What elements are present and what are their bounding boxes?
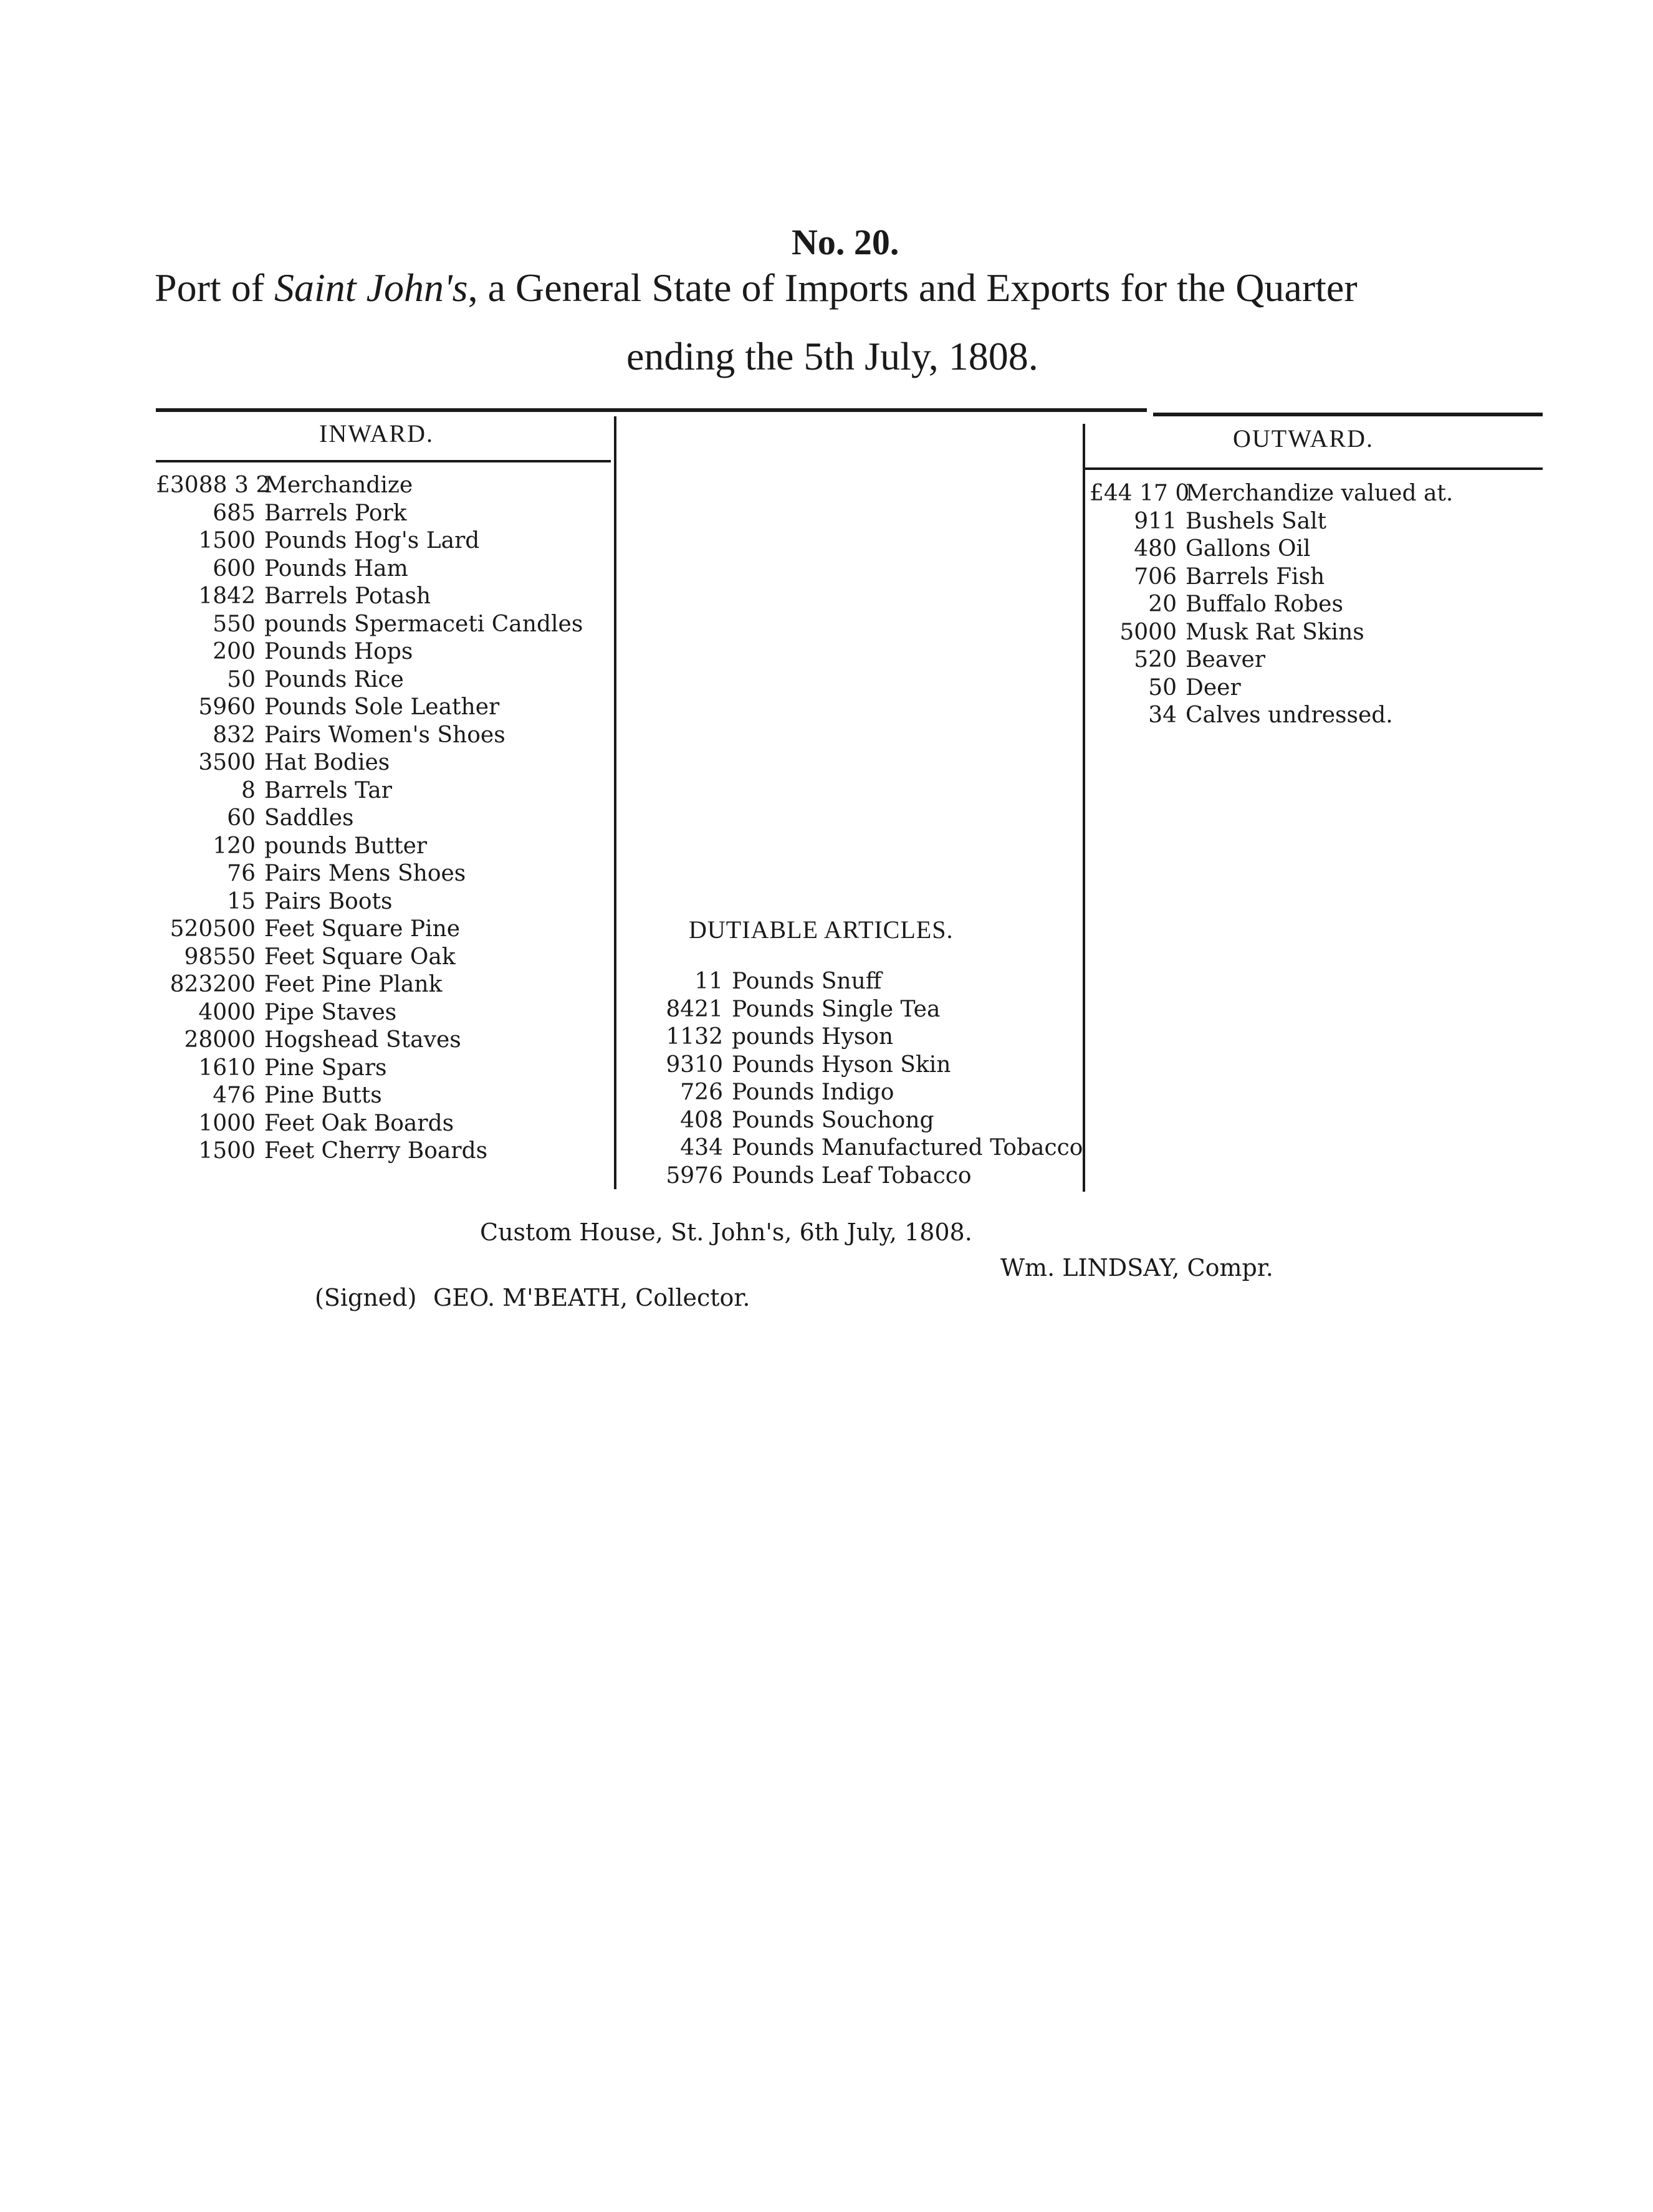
item-quantity: 1610: [198, 1055, 256, 1081]
list-item: [156, 999, 583, 1027]
top-rule-left: [156, 408, 1147, 412]
item-quantity: 60: [227, 805, 256, 831]
item-quantity: 98550: [184, 944, 256, 970]
list-item: [156, 666, 583, 694]
item-quantity: 200: [213, 639, 256, 664]
item-description: Pounds Snuff: [732, 969, 882, 994]
item-description: Pine Spars: [264, 1055, 387, 1081]
item-quantity: 5960: [198, 694, 256, 720]
document-number: No. 20.: [792, 222, 899, 262]
item-description: Feet Square Pine: [264, 916, 461, 942]
item-quantity: 34: [1148, 702, 1177, 728]
item-description: Barrels Pork: [264, 500, 407, 526]
item-description: Saddles: [264, 805, 354, 831]
item-quantity: 9310: [666, 1051, 723, 1078]
item-description: Hogshead Staves: [264, 1027, 461, 1053]
list-item: [156, 1110, 583, 1138]
item-description: Pipe Staves: [264, 999, 397, 1025]
item-quantity: £44 17 0: [1090, 481, 1190, 506]
item-description: Pounds Leaf Tobacco: [732, 1162, 972, 1189]
item-quantity: 823200: [170, 972, 256, 997]
item-description: Bushels Salt: [1186, 508, 1327, 534]
item-quantity: 3500: [198, 750, 256, 775]
title-rest: , a General State of Imports and Exports for the Quarter: [467, 266, 1358, 310]
comptroller-signature: Wm. LINDSAY, Compr.: [1000, 1254, 1273, 1281]
item-description: Pairs Mens Shoes: [264, 861, 466, 886]
list-item: [654, 996, 1083, 1024]
inward-list: [156, 472, 583, 1166]
item-quantity: 120: [213, 833, 256, 859]
collector-signature: GEO. M'BEATH, Collector.: [433, 1284, 750, 1311]
list-item: [156, 611, 583, 639]
item-description: Feet Square Oak: [264, 944, 456, 970]
item-quantity: 911: [1134, 508, 1177, 534]
item-description: pounds Spermaceti Candles: [264, 611, 583, 637]
item-description: Barrels Potash: [264, 583, 431, 609]
item-description: Pounds Rice: [264, 666, 404, 692]
list-item: [1090, 563, 1453, 591]
list-item: [156, 694, 583, 722]
list-item: [156, 1055, 583, 1083]
item-quantity: 520: [1134, 647, 1177, 673]
top-rule-right: [1153, 413, 1543, 416]
item-description: Feet Cherry Boards: [264, 1138, 488, 1164]
list-item: [156, 944, 583, 972]
item-quantity: 1000: [198, 1110, 256, 1136]
list-item: [156, 500, 583, 528]
item-quantity: 726: [680, 1080, 723, 1105]
item-quantity: £3088 3 2: [156, 472, 271, 498]
list-item: [156, 722, 583, 750]
item-description: Pounds Single Tea: [732, 996, 941, 1022]
item-description: Barrels Fish: [1186, 563, 1325, 590]
item-description: Hat Bodies: [264, 750, 390, 775]
item-description: Deer: [1186, 674, 1241, 701]
list-item: [654, 1107, 1083, 1135]
item-description: Pounds Sole Leather: [264, 694, 500, 720]
outward-heading: OUTWARD.: [1233, 424, 1374, 452]
list-item: [1090, 674, 1453, 702]
item-description: Calves undressed.: [1186, 702, 1393, 728]
item-quantity: 5976: [666, 1162, 723, 1189]
list-item: [156, 805, 583, 833]
item-description: Pounds Hops: [264, 639, 413, 664]
item-quantity: 76: [227, 861, 256, 886]
item-quantity: 28000: [184, 1027, 256, 1053]
list-item: [1090, 508, 1453, 536]
list-item: [1090, 480, 1453, 508]
item-quantity: 50: [227, 666, 256, 692]
item-quantity: 1132: [666, 1024, 723, 1050]
list-item: [1090, 535, 1453, 563]
item-quantity: 600: [213, 555, 256, 582]
item-quantity: 5000: [1119, 619, 1177, 645]
list-item: [156, 472, 583, 500]
item-description: Pounds Ham: [264, 555, 408, 582]
list-item: [156, 1082, 583, 1110]
list-item: [156, 971, 583, 999]
list-item: [156, 749, 583, 777]
list-item: [156, 527, 583, 555]
item-quantity: 706: [1134, 563, 1177, 590]
item-description: Merchandize valued at.: [1186, 481, 1454, 506]
item-quantity: 1500: [198, 1138, 256, 1164]
item-quantity: 1500: [198, 528, 256, 553]
item-description: pounds Hyson: [732, 1024, 894, 1050]
list-item: [1090, 702, 1453, 730]
list-item: [654, 1051, 1083, 1080]
list-item: [156, 638, 583, 666]
list-item: [654, 1079, 1083, 1107]
item-quantity: 408: [680, 1107, 723, 1133]
list-item: [654, 1023, 1083, 1051]
item-description: Pounds Hog's Lard: [264, 528, 480, 553]
item-description: Buffalo Robes: [1186, 591, 1343, 617]
item-quantity: 1842: [198, 583, 256, 609]
list-item: [1090, 591, 1453, 619]
item-quantity: 15: [227, 888, 256, 914]
item-quantity: 832: [213, 722, 256, 748]
list-item: [156, 583, 583, 611]
item-description: Feet Oak Boards: [264, 1110, 454, 1136]
dutiable-list: [654, 968, 1083, 1190]
inward-heading: INWARD.: [319, 419, 434, 448]
item-quantity: 20: [1148, 591, 1177, 617]
list-item: [654, 1134, 1083, 1162]
item-quantity: 550: [213, 611, 256, 637]
item-description: Pine Butts: [264, 1083, 382, 1108]
list-item: [1090, 646, 1453, 674]
item-description: Gallons Oil: [1186, 536, 1311, 562]
item-quantity: 520500: [170, 916, 256, 942]
list-item: [156, 777, 583, 805]
item-quantity: 8: [241, 777, 256, 803]
list-item: [156, 833, 583, 861]
list-item: [156, 1027, 583, 1055]
item-description: Merchandize: [264, 472, 413, 498]
list-item: [156, 860, 583, 888]
item-quantity: 8421: [666, 996, 723, 1022]
item-description: Pounds Hyson Skin: [732, 1051, 951, 1078]
column-divider-right: [1083, 424, 1085, 1192]
item-quantity: 480: [1134, 536, 1177, 562]
inward-head-rule: [156, 460, 611, 462]
item-description: Pairs Women's Shoes: [264, 722, 505, 748]
list-item: [156, 555, 583, 583]
item-quantity: 434: [680, 1135, 723, 1161]
title-place: Saint John's: [274, 266, 468, 310]
document-title: [155, 265, 1358, 311]
column-divider-left: [614, 416, 616, 1189]
list-item: [654, 968, 1083, 996]
custom-house-line: Custom House, St. John's, 6th July, 1808.: [480, 1219, 972, 1246]
item-description: Pounds Indigo: [732, 1080, 894, 1105]
list-item: [156, 916, 583, 944]
item-quantity: 11: [694, 969, 723, 994]
item-description: Pounds Souchong: [732, 1107, 934, 1133]
item-quantity: 50: [1148, 674, 1177, 701]
list-item: [156, 1137, 583, 1166]
item-quantity: 4000: [198, 999, 256, 1025]
item-quantity: 685: [213, 500, 256, 526]
document-subtitle: ending the 5th July, 1808.: [626, 334, 1038, 378]
title-port: Port of: [155, 266, 274, 310]
item-description: Barrels Tar: [264, 777, 392, 803]
signed-label: (Signed): [315, 1284, 417, 1311]
item-description: Musk Rat Skins: [1186, 619, 1364, 645]
item-description: Pounds Manufactured Tobacco: [732, 1135, 1083, 1161]
item-description: Feet Pine Plank: [264, 972, 443, 997]
list-item: [156, 888, 583, 916]
dutiable-heading: DUTIABLE ARTICLES.: [689, 916, 954, 944]
outward-list: [1090, 480, 1453, 730]
item-description: Beaver: [1186, 647, 1266, 673]
list-item: [654, 1162, 1083, 1190]
list-item: [1090, 619, 1453, 647]
item-quantity: 476: [213, 1083, 256, 1108]
item-description: pounds Butter: [264, 833, 428, 859]
outward-head-rule: [1085, 467, 1543, 470]
item-description: Pairs Boots: [264, 888, 393, 914]
